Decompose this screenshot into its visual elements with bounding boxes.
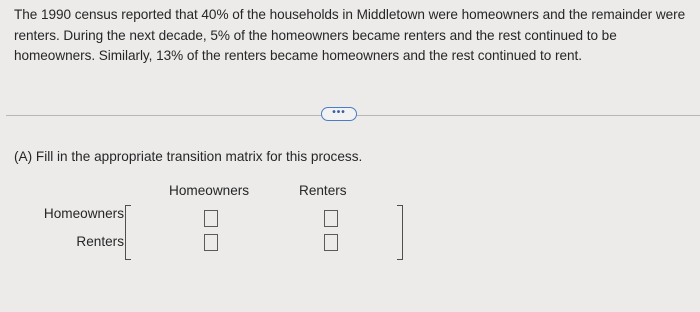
matrix-left-bracket — [125, 205, 131, 260]
problem-statement: The 1990 census reported that 40% of the households in Middletown were homeowners and the remainder were renters. During the next decade, 5% of the homeowners became renters and the rest continued to be homeowners. Similarly, 13% of the renters became homeowners and the rest continued to rent. — [14, 7, 686, 63]
column-header-homeowners: Homeowners — [169, 183, 250, 198]
matrix-cell-homeowners-homeowners-input[interactable] — [204, 210, 218, 227]
matrix-right-bracket — [397, 205, 403, 260]
expand-more-button[interactable]: ••• — [321, 107, 357, 121]
row-header-homeowners: Homeowners — [43, 206, 124, 221]
matrix-cell-renters-homeowners-input[interactable] — [204, 234, 218, 251]
row-header-renters: Renters — [76, 234, 124, 249]
matrix-cell-renters-renters-input[interactable] — [324, 234, 338, 251]
column-header-renters: Renters — [299, 183, 347, 198]
matrix-cell-homeowners-renters-input[interactable] — [324, 210, 338, 227]
part-a-instruction: (A) Fill in the appropriate transition matrix for this process. — [14, 149, 363, 164]
